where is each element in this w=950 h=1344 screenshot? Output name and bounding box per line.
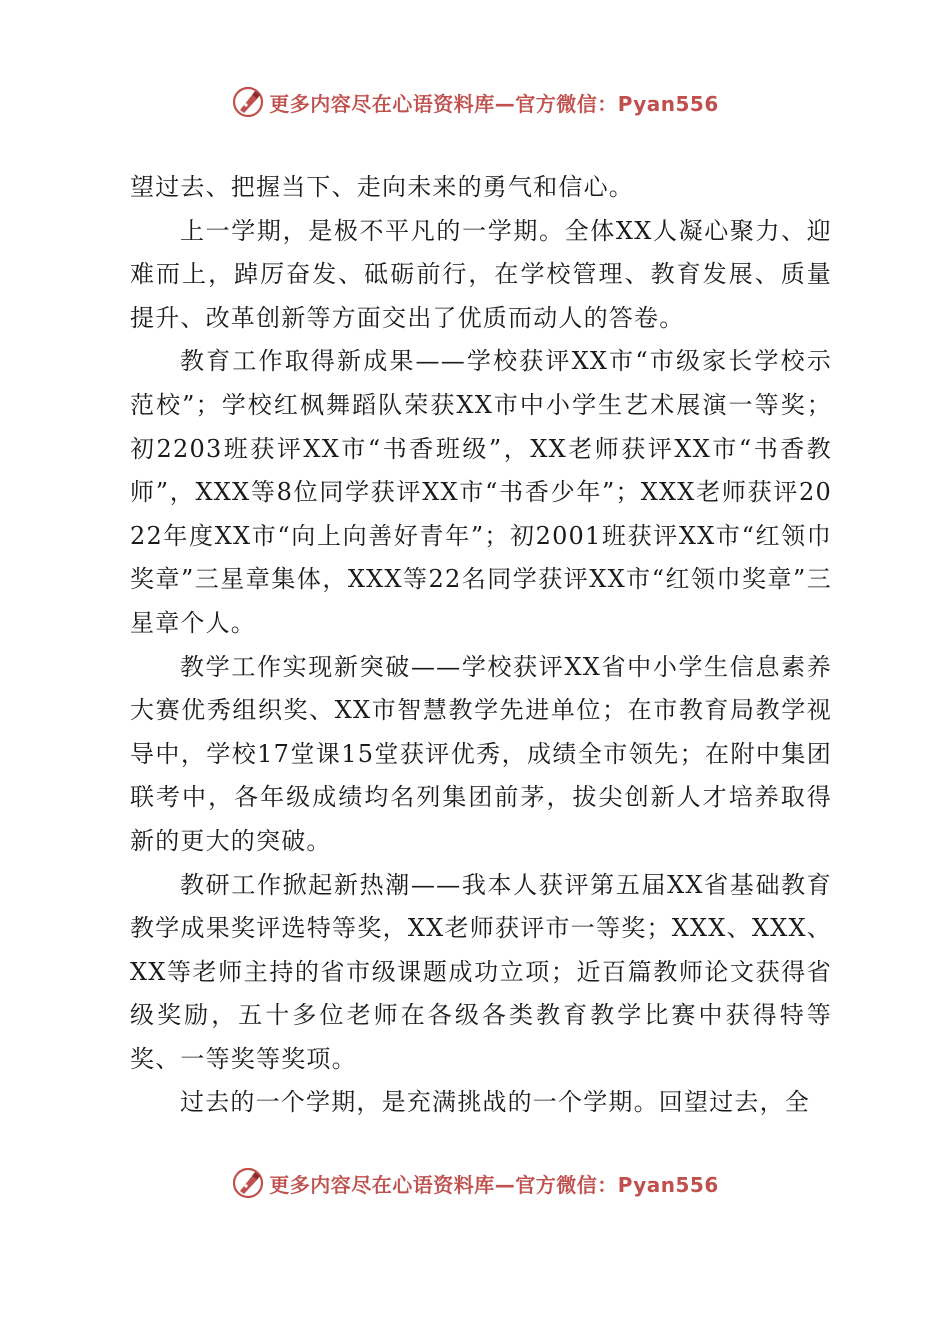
pen-nib-logo-icon bbox=[231, 1166, 265, 1200]
document-body bbox=[130, 166, 832, 1125]
paragraph-semester-summary: 上一学期，是极不平凡的一学期。全体XX人凝心聚力、迎难而上，踔厉奋发、砥砺前行，在学校管理、教育发展、质量提升、改革创新等方面交出了优质而动人的答卷。 bbox=[130, 216, 832, 332]
paragraph-teaching-breakthroughs: 教学工作实现新突破——学校获评XX省中小学生信息素养大赛优秀组织奖、XX市智慧教学先进单位；在市教育局教学视导中，学校17堂课15堂获评优秀，成绩全市领先；在附中集团联考中，各年级成绩均名列集团前茅，拔尖创新人才培养取得新的更大的突破。 bbox=[130, 652, 832, 855]
watermark-text: 更多内容尽在心语资料库—官方微信：Pyan556 bbox=[269, 1172, 719, 1197]
pen-nib-logo-icon bbox=[231, 85, 265, 119]
paragraph-education-achievements: 教育工作取得新成果——学校获评XX市“市级家长学校示范校”；学校红枫舞蹈队荣获XX市中小学生艺术展演一等奖；初2203班获评XX市“书香班级”，XX老师获评XX市“书香教师”，XXX等8位同学获评XX市“书香少年”；XXX老师获评2022年度XX市“向上向善好青年”；初2001班获评XX市“红领巾奖章”三星章集体，XXX等22名同学获评XX市“红领巾奖章”三星章个人。 bbox=[130, 347, 832, 637]
watermark-banner-bottom bbox=[0, 1161, 950, 1205]
paragraph-research-achievements: 教研工作掀起新热潮——我本人获评第五届XX省基础教育教学成果奖评选特等奖，XX老师获评市一等奖；XXX、XXX、XX等老师主持的省市级课题成功立项；近百篇教师论文获得省级奖励，五十多位老师在各级各类教育教学比赛中获得特等奖、一等奖等奖项。 bbox=[130, 870, 832, 1073]
watermark-text: 更多内容尽在心语资料库—官方微信：Pyan556 bbox=[269, 91, 719, 116]
paragraph-continuation: 望过去、把握当下、走向未来的勇气和信心。 bbox=[130, 173, 634, 201]
watermark-banner-top bbox=[0, 80, 950, 124]
paragraph-challenges: 过去的一个学期，是充满挑战的一个学期。回望过去，全 bbox=[180, 1088, 810, 1117]
